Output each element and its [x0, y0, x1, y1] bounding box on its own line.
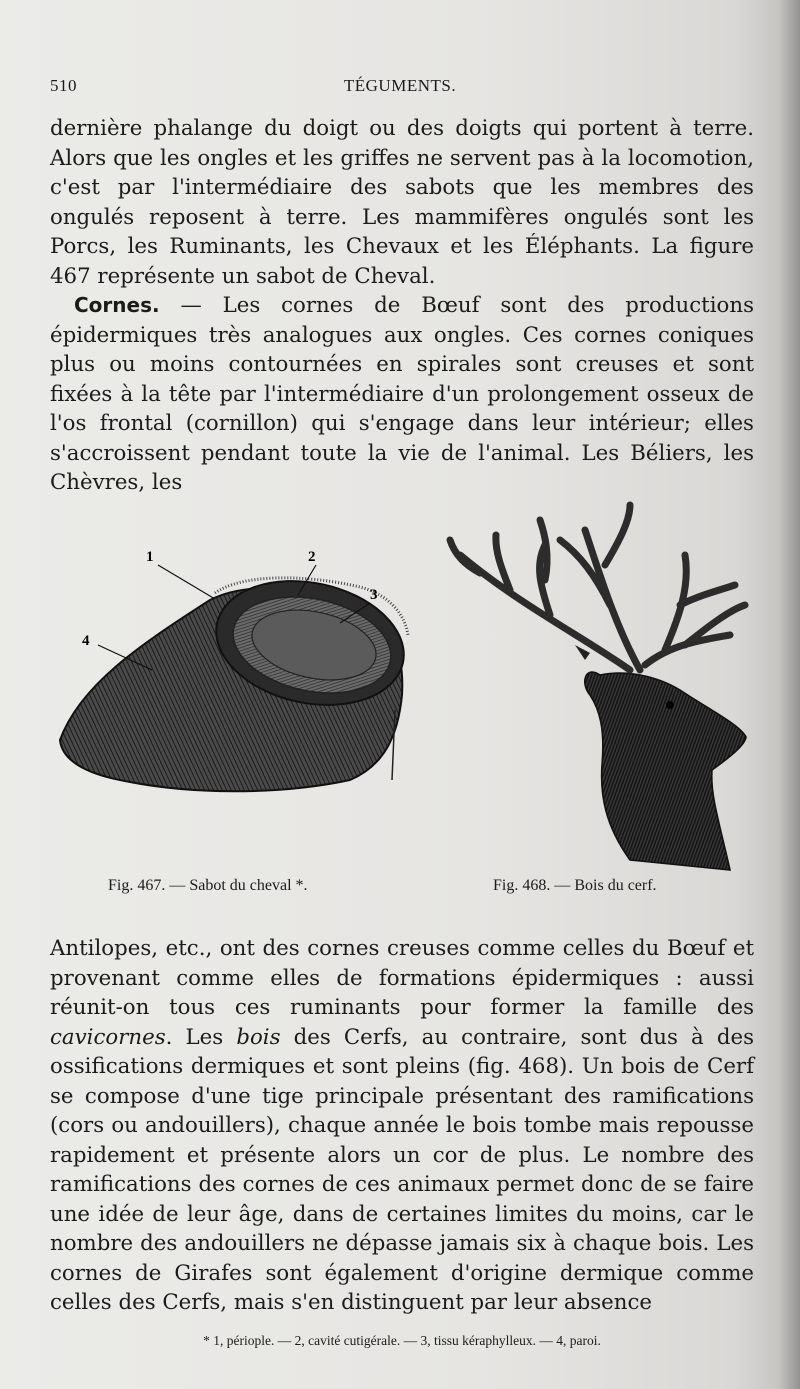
- hoof-label-2: 2: [308, 549, 316, 565]
- body-text-top: [50, 114, 754, 498]
- caption-fig-467: Fig. 467. — Sabot du cheval *.: [108, 877, 308, 894]
- hoof-illustration: [60, 565, 415, 792]
- paragraph-horns: [50, 291, 754, 498]
- paragraph-hooves: dernière phalange du doigt ou des doigts qui portent à terre. Alors que les ongles et les griffes ne servent pas à la locomotion, c'est par l'intermédiaire des sabots que les membres des ongulés reposent à terre. Les mammifères ongulés sont les Porcs, les Ruminants, les Chevaux et les Éléphants. La figure 467 représente un sabot de Cheval.: [50, 116, 754, 289]
- body-text-bottom: [50, 934, 754, 1318]
- antlers-text-2: . Les: [165, 1024, 237, 1050]
- hoof-label-1: 1: [146, 549, 154, 565]
- figure-area: [40, 495, 760, 915]
- footnote: * 1, périople. — 2, cavité cutigérale. — 3, tissu kéraphylleux. — 4, paroi.: [203, 1333, 601, 1348]
- hoof-label-3: 3: [370, 587, 378, 603]
- page-edge-shadow: [778, 0, 800, 1389]
- paragraph-horns-text: — Les cornes de Bœuf sont des productions épidermiques très analogues aux ongles. Ces cornes coniques plus ou moins contournées en spirales sont creuses et sont fixées à la tête par l'intermédiaire d'un prolongement osseux de l'os frontal (cornillon) qui s'engage dans leur intérieur; elles s'accroissent pendant toute la vie de l'animal. Les Béliers, les Chèvres, les: [50, 293, 754, 495]
- antlers-text-3: des Cerfs, au contraire, sont dus à des ossifications dermiques et sont pleins (fig. 468). Un bois de Cerf se compose d'une tige principale présentant des ramifications (cors ou andouillers), chaque année le bois tombe mais repousse rapidement et présente alors un cor de plus. Le nombre des ramifications des cornes de ces animaux permet donc de se faire une idée de leur âge, dans de certaines limites du moins, car le nombre des andouillers ne dépasse jamais six à chaque bois. Les cornes de Girafes sont également d'origine dermique comme celles des Cerfs, mais s'en distinguent par leur absence: [50, 1024, 754, 1315]
- hoof-label-4: 4: [82, 633, 90, 649]
- figure-illustrations: [40, 495, 760, 875]
- term-cavicornes: cavicornes: [50, 1024, 166, 1050]
- run-in-heading-cornes: Cornes.: [74, 293, 160, 317]
- paragraph-antlers: [50, 934, 754, 1318]
- running-title: TÉGUMENTS.: [343, 76, 457, 95]
- term-bois: bois: [236, 1024, 281, 1050]
- deer-head-illustration: [450, 505, 746, 870]
- caption-fig-468: Fig. 468. — Bois du cerf.: [493, 877, 657, 894]
- antlers-text-1: Antilopes, etc., ont des cornes creuses comme celles du Bœuf et provenant comme elles de formations épidermiques : aussi réunit-on tous ces ruminants pour former la famille des: [50, 936, 754, 1020]
- running-head: [50, 76, 750, 100]
- page-number: 510: [50, 76, 77, 95]
